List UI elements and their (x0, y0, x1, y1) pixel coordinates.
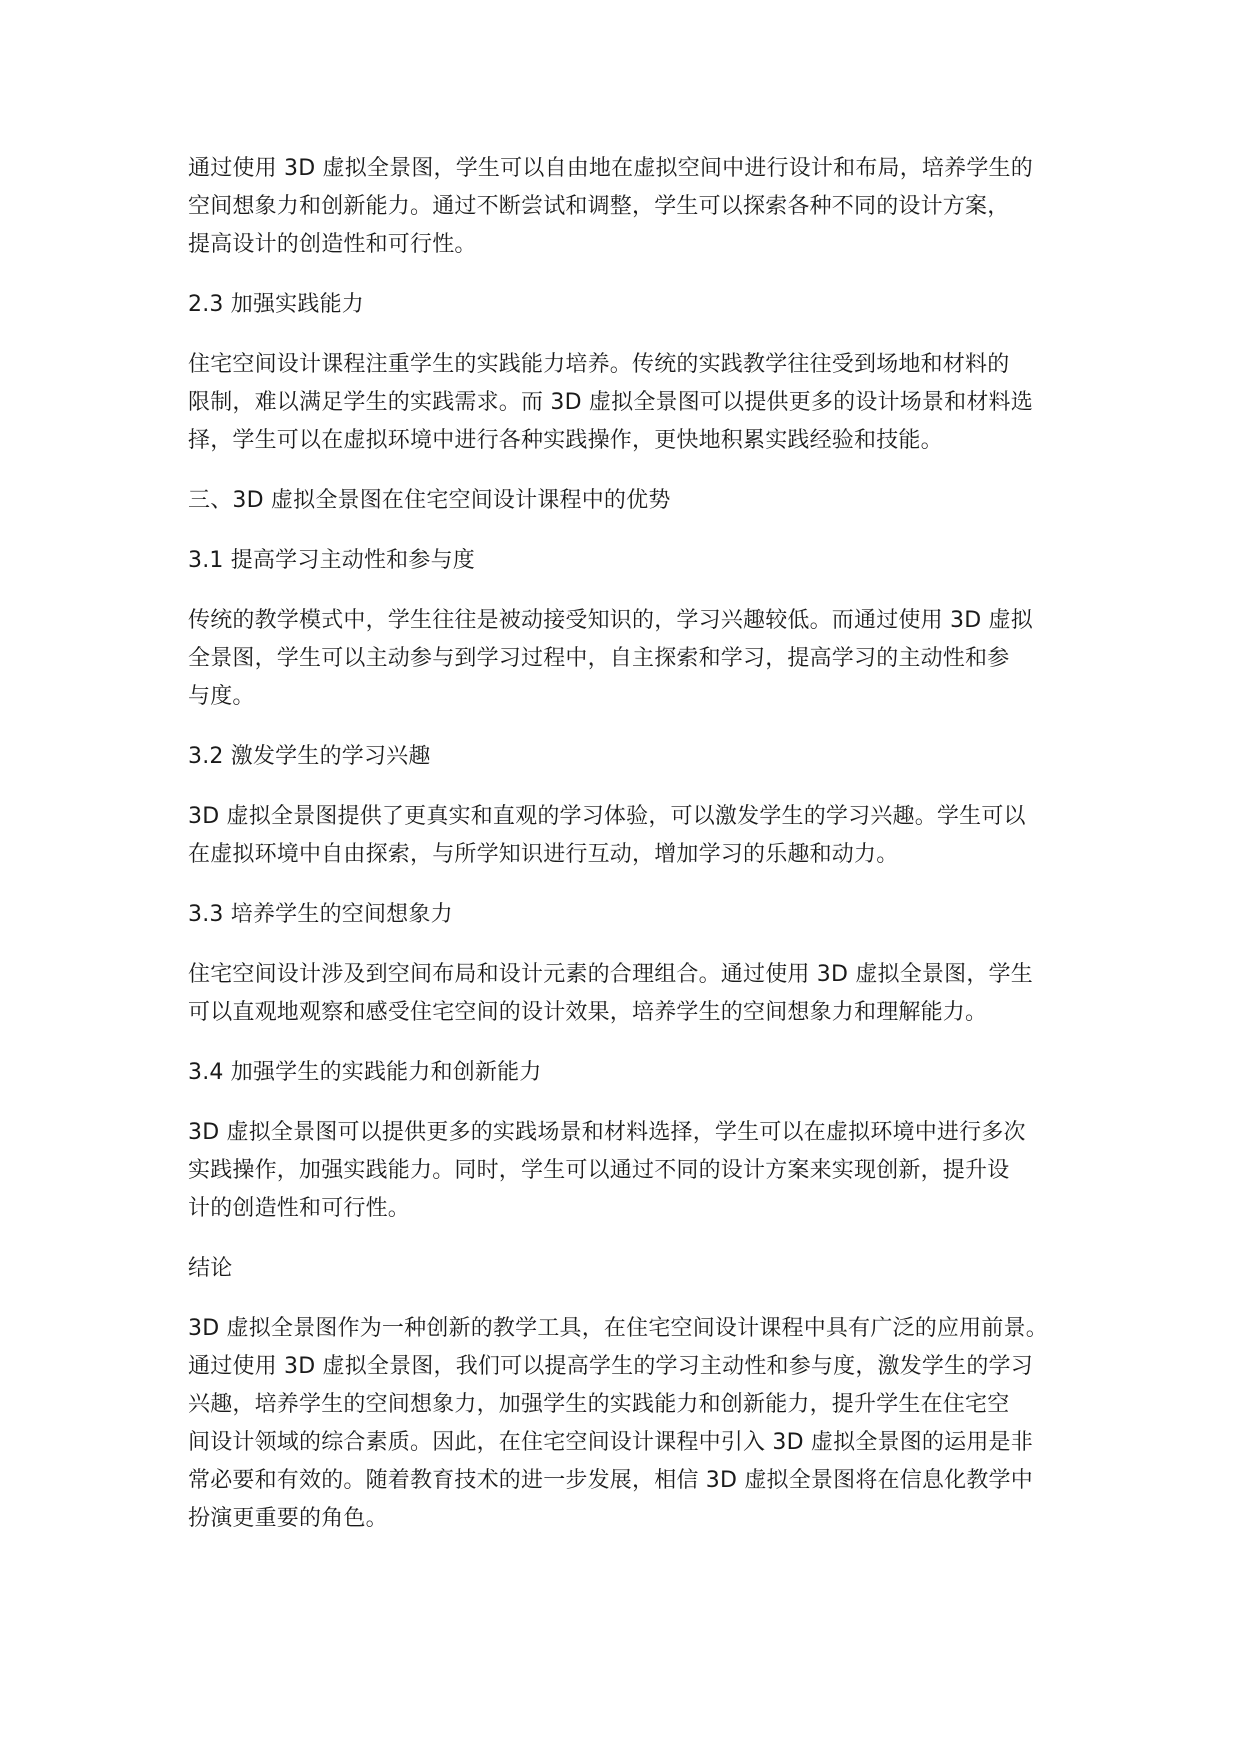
text-line: 可以直观地观察和感受住宅空间的设计效果，培养学生的空间想象力和理解能力。 (188, 1000, 988, 1025)
text-line: 传统的教学模式中，学生往往是被动接受知识的，学习兴趣较低。而通过使用 3D 虚拟 (188, 608, 1033, 633)
text-line: 间设计领域的综合素质。因此，在住宅空间设计课程中引入 3D 虚拟全景图的运用是非 (188, 1430, 1033, 1455)
section-heading (188, 738, 1068, 776)
text-line: 提高设计的创造性和可行性。 (188, 232, 477, 257)
section-heading (188, 286, 1068, 324)
paragraph (188, 798, 1068, 874)
text-line: 计的创造性和可行性。 (188, 1196, 411, 1221)
text-line: 3D 虚拟全景图可以提供更多的实践场景和材料选择，学生可以在虚拟环境中进行多次 (188, 1120, 1026, 1145)
heading-text: 2.3 加强实践能力 (188, 292, 364, 317)
text-line: 择，学生可以在虚拟环境中进行各种实践操作，更快地积累实践经验和技能。 (188, 428, 943, 453)
paragraph (188, 956, 1068, 1032)
paragraph (188, 1114, 1068, 1228)
text-line: 空间想象力和创新能力。通过不断尝试和调整，学生可以探索各种不同的设计方案， (188, 194, 1010, 219)
heading-text: 结论 (188, 1256, 233, 1281)
text-line: 全景图，学生可以主动参与到学习过程中，自主探索和学习，提高学习的主动性和参 (188, 646, 1010, 671)
chapter-heading (188, 482, 1068, 520)
section-heading (188, 1054, 1068, 1092)
text-line: 与度。 (188, 684, 255, 709)
text-line: 通过使用 3D 虚拟全景图，学生可以自由地在虚拟空间中进行设计和布局，培养学生的 (188, 156, 1033, 181)
section-heading (188, 542, 1068, 580)
section-heading (188, 896, 1068, 934)
paragraph (188, 150, 1068, 264)
heading-text: 3.3 培养学生的空间想象力 (188, 902, 453, 927)
text-line: 兴趣，培养学生的空间想象力，加强学生的实践能力和创新能力，提升学生在住宅空 (188, 1392, 1010, 1417)
text-line: 3D 虚拟全景图提供了更真实和直观的学习体验，可以激发学生的学习兴趣。学生可以 (188, 804, 1026, 829)
text-line: 常必要和有效的。随着教育技术的进一步发展，相信 3D 虚拟全景图将在信息化教学中 (188, 1468, 1033, 1493)
text-line: 住宅空间设计涉及到空间布局和设计元素的合理组合。通过使用 3D 虚拟全景图，学生 (188, 962, 1033, 987)
heading-text: 3.2 激发学生的学习兴趣 (188, 744, 431, 769)
heading-text: 3.1 提高学习主动性和参与度 (188, 548, 475, 573)
text-line: 通过使用 3D 虚拟全景图，我们可以提高学生的学习主动性和参与度，激发学生的学习 (188, 1354, 1033, 1379)
paragraph (188, 346, 1068, 460)
text-line: 限制，难以满足学生的实践需求。而 3D 虚拟全景图可以提供更多的设计场景和材料选 (188, 390, 1033, 415)
text-line: 3D 虚拟全景图作为一种创新的教学工具，在住宅空间设计课程中具有广泛的应用前景。 (188, 1316, 1048, 1341)
text-line: 实践操作，加强实践能力。同时，学生可以通过不同的设计方案来实现创新，提升设 (188, 1158, 1010, 1183)
paragraph (188, 1310, 1068, 1538)
heading-text: 三、3D 虚拟全景图在住宅空间设计课程中的优势 (188, 488, 671, 513)
text-line: 住宅空间设计课程注重学生的实践能力培养。传统的实践教学往往受到场地和材料的 (188, 352, 1010, 377)
document-page (188, 150, 1068, 1538)
conclusion-heading (188, 1250, 1068, 1288)
heading-text: 3.4 加强学生的实践能力和创新能力 (188, 1060, 542, 1085)
text-line: 在虚拟环境中自由探索，与所学知识进行互动，增加学习的乐趣和动力。 (188, 842, 899, 867)
paragraph (188, 602, 1068, 716)
text-line: 扮演更重要的角色。 (188, 1506, 388, 1531)
